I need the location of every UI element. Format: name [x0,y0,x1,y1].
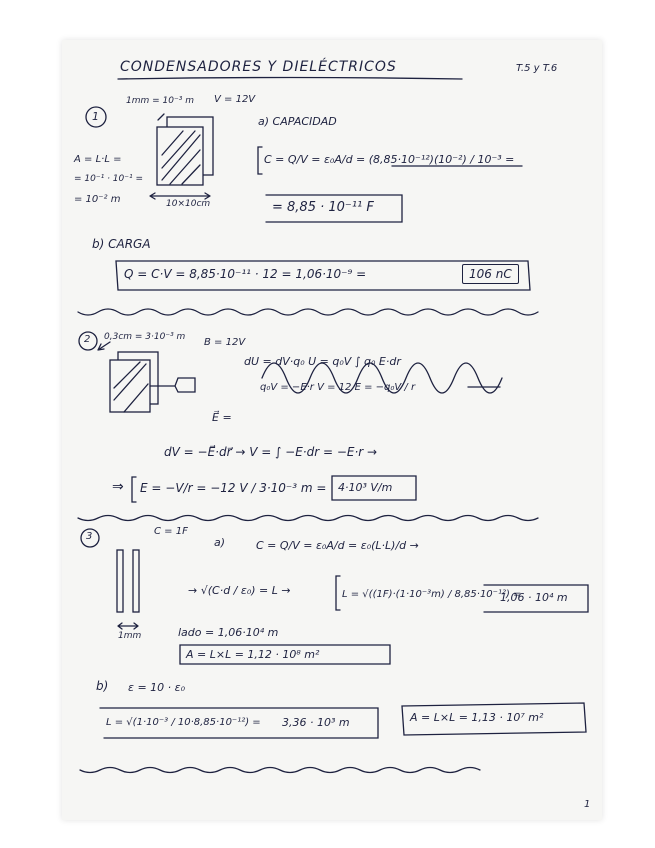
page-number: 1 [584,799,591,810]
topic-reference: T.5 y T.6 [516,63,558,74]
capacitor-plates-diagram [150,114,213,199]
gap-label-2: 0,3cm = 3·10⁻³ m [104,332,186,342]
sqrt-bracket [336,576,340,610]
gap-label-1: 1mm = 10⁻³ m [126,96,194,106]
problem2-number: 2 [84,334,91,345]
part-b-epsilon: ε = 10 · ε₀ [128,681,185,694]
part-b-area-3: A = L×L = 1,13 · 10⁷ m² [410,711,544,724]
side-line-3: lado = 1,06·10⁴ m [178,626,279,639]
part-a-calc-3: L = √((1F)·(1·10⁻³m) / 8,85·10⁻¹²) = [342,589,522,600]
e-result-box [132,477,136,502]
work-line-2: q₀V = −E·r V = 12 E = −q₀V / r [260,382,416,393]
part-b-title-1: b) CARGA [92,237,151,251]
title-underline [118,78,462,80]
e-vector-label: E⃗ = [212,411,232,424]
side-label-1: 10×10cm [166,199,211,209]
voltage-label-1: V = 12V [214,94,256,105]
area-line-1: A = L·L = [74,154,122,165]
part-a-result-3: 1,06 · 10⁴ m [500,591,568,604]
part-b-calc-3: L = √(1·10⁻³ / 10·8,85·10⁻¹²) = [106,717,261,728]
part-a-root-3: → √(C·d / ε₀) = L → [188,584,291,597]
charge-result: 106 nC [462,264,519,284]
problem1-number: 1 [92,110,99,123]
problem3-number: 3 [86,531,93,542]
wavy-separator-2 [78,516,538,521]
charge-formula: Q = C·V = 8,85·10⁻¹¹ · 12 = 1,06·10⁻⁹ = [124,267,367,281]
implies-arrow: ⇒ [112,479,124,495]
capacitance-given: C = 1F [154,526,188,537]
area-line-3: = 10⁻² m [74,194,121,205]
e-result: 4·10³ V/m [338,481,393,494]
work-line-1: dU = dV·q₀ U = q₀V ∫ q₀ E·dr [244,355,401,368]
area-line-3a: A = L×L = 1,12 · 10⁸ m² [186,648,320,661]
problem2-capacitor-diagram [98,342,195,412]
capacity-result: = 8,85 · 10⁻¹¹ F [272,200,374,215]
parallel-plates-diagram [117,550,139,629]
gap-label-3: 1mm [118,631,142,641]
wavy-separator-1 [78,309,538,315]
voltage-label-2: B = 12V [204,337,246,348]
part-a-formula-3: C = Q/V = ε₀A/d = ε₀(L·L)/d → [256,539,419,552]
capacity-bracket [258,147,262,174]
e-calculation: E = −V/r = −12 V / 3·10⁻³ m = [140,481,327,495]
area-line-2: = 10⁻¹ · 10⁻¹ = [74,174,144,184]
wavy-separator-3 [80,768,480,773]
part-b-label-3: b) [96,679,109,693]
capacity-formula: C = Q/V = ε₀A/d = (8,85·10⁻¹²)(10⁻²) / 10⁻³ = [264,153,515,166]
page-title: CONDENSADORES Y DIELÉCTRICOS [120,59,397,75]
potential-line: dV = −E⃗·dr⃗ → V = ∫ −E·dr = −E·r → [164,445,378,459]
part-a-label-3: a) [214,536,226,549]
part-b-result-3: 3,36 · 10³ m [282,716,350,729]
part-a-title-1: a) CAPACIDAD [258,115,337,128]
